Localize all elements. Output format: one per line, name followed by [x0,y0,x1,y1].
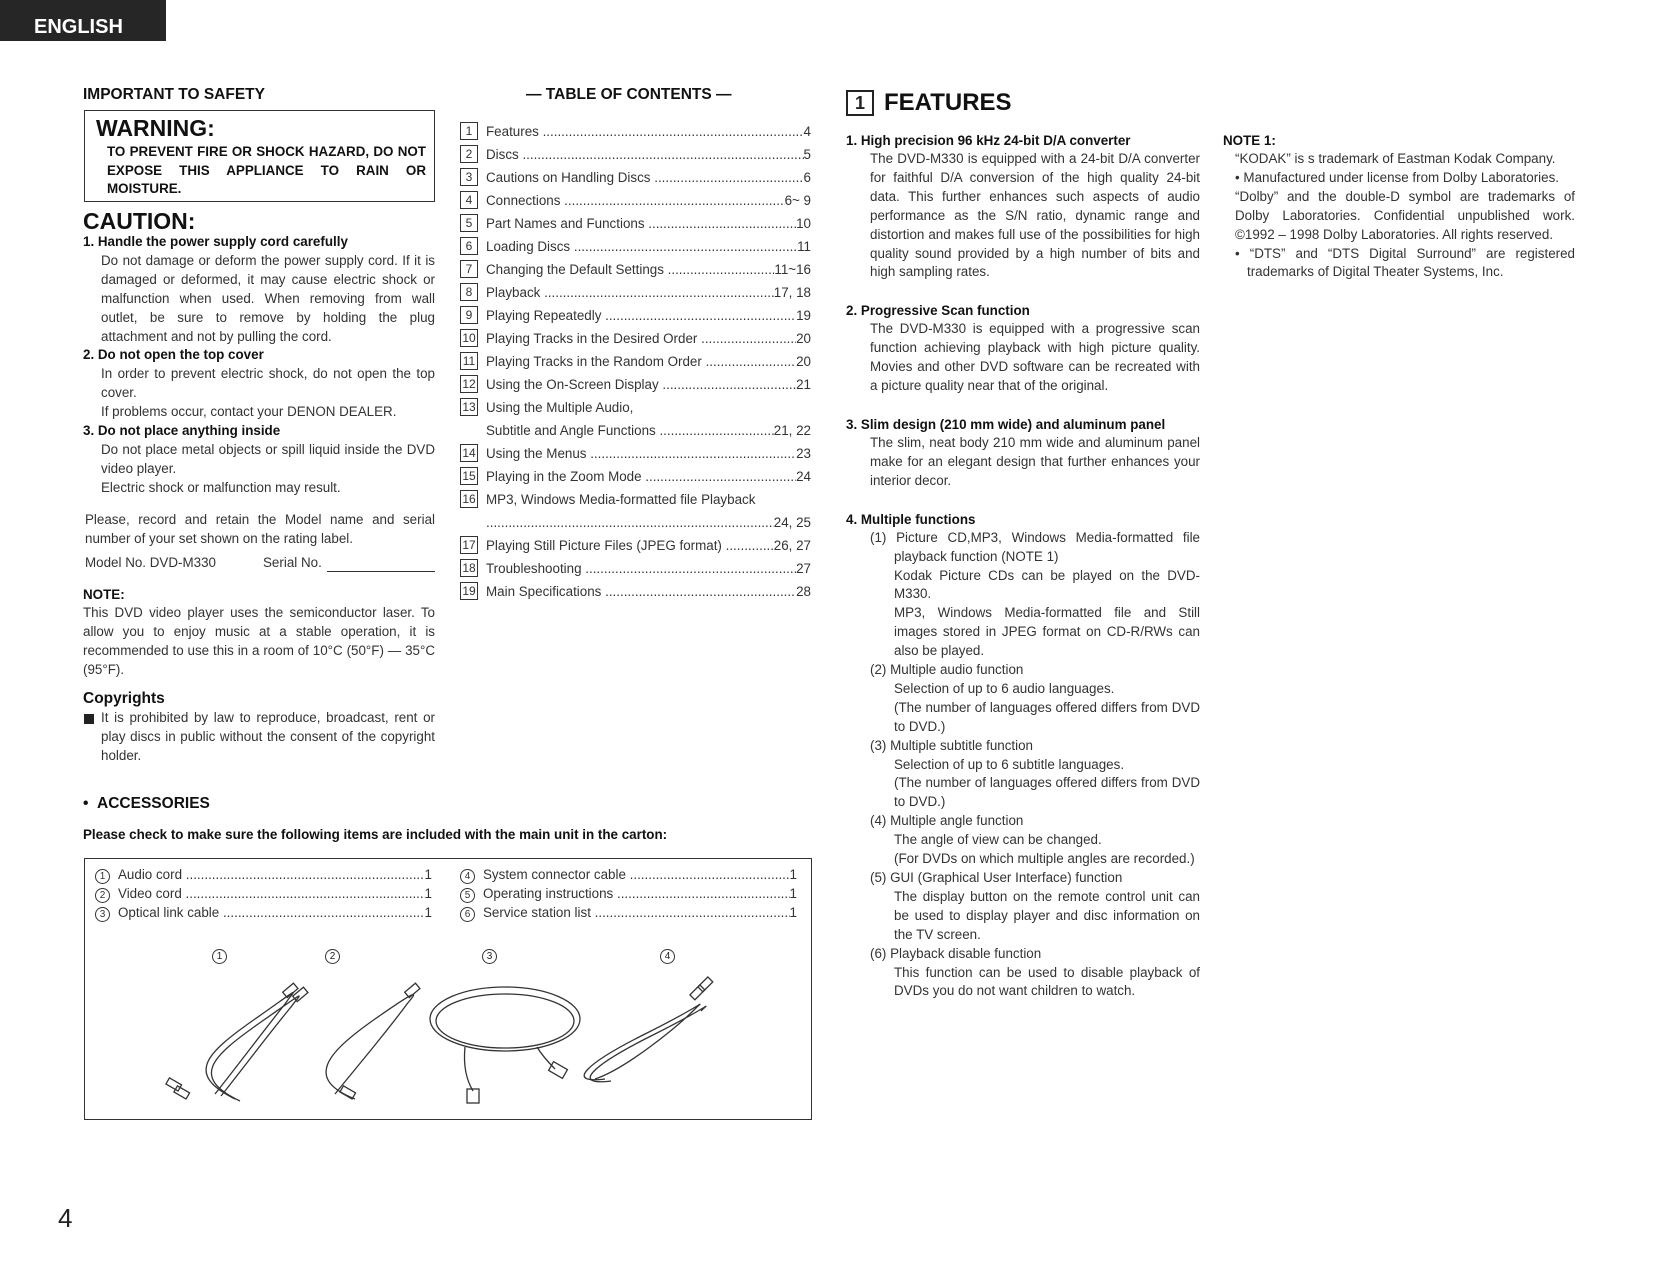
accessory-item [95,886,432,905]
accessory-label: System connector cable ..... [483,867,790,886]
toc-item[interactable] [460,443,811,463]
toc-number: 9 [460,306,478,324]
features-heading: FEATURES [884,89,1012,116]
function-line: The angle of view can be changed. [894,832,1102,848]
toc-page: 20 [796,353,811,369]
toc-number: 14 [460,444,478,462]
note-text: This DVD video player uses the semiconductor laser. To allow you to enjoy music at a stable operation, it is recommended to use this in a room of 10°C (50°F) — 35°C (95°F). [83,605,435,677]
image-label: 1 [212,949,227,964]
toc-number: 11 [460,352,478,370]
toc-item[interactable] [460,190,811,210]
toc-item[interactable] [460,213,811,233]
square-bullet-icon [84,714,94,724]
toc-page: 21 [796,376,811,392]
accessory-number: 6 [460,907,475,922]
caution-item-title: 2. Do not open the top cover [83,347,264,363]
accessory-label: Operating instructions ..... [483,886,790,905]
image-label: 2 [325,949,340,964]
toc-number: 2 [460,145,478,163]
feature-title: 2. Progressive Scan function [846,303,1030,319]
toc-leader [486,515,774,530]
toc-number: 1 [460,122,478,140]
toc-page: 6~ 9 [784,192,811,208]
note1-block [1223,131,1575,282]
feature-item [846,301,1200,396]
toc-label: Using the On-Screen Display ..... [486,377,796,392]
function-line: This function can be used to disable playback of DVDs you do not want children to watch. [894,964,1200,999]
caution-item-body: Do not damage or deform the power supply cord. If it is damaged or deformed, it may cause electric shock or malfunction when used. When removing from wall outlet, be sure to remove by holding the plug attachment and not by pulling the cord. [101,252,435,344]
toc-number: 7 [460,260,478,278]
accessory-qty: 1 [424,905,432,920]
caution-item-title: 3. Do not place anything inside [83,423,281,439]
function-head: (1) Picture CD,MP3, Windows Media-formatted file playback function (NOTE 1) [870,529,1200,564]
function-line: (The number of languages offered differs from DVD to DVD.) [894,699,1200,734]
caution-item [83,346,435,422]
accessories-heading: • ACCESSORIES [83,795,210,812]
safety-heading: IMPORTANT TO SAFETY [83,86,265,103]
note1-title: NOTE 1: [1223,133,1276,148]
toc-page: 10 [796,215,811,231]
function-line: Kodak Picture CDs can be played on the DVD-M330. [894,567,1200,602]
toc-label: Main Specifications ..... [486,584,796,599]
accessory-item [460,905,797,924]
accessory-number: 4 [460,869,475,884]
warning-title: WARNING: [96,115,215,141]
note1-dolby-text: “Dolby” and the double-D symbol are trademarks of Dolby Laboratories. Confidential unpublished work. ©1992 – 1998 Dolby Laboratories. All rights reserved. [1235,188,1575,242]
caution-item [83,422,435,498]
model-label: Model No. DVD-M330 [85,555,216,570]
toc-number: 13 [460,398,478,416]
toc-label: Loading Discs ..... [486,239,797,254]
toc-heading: — TABLE OF CONTENTS — [526,86,732,103]
feature-body: The DVD-M330 is equipped with a progressive scan function achieving playback with high picture quality. Movies and other DVD software can be recreated with a picture quality near that of the original. [870,321,1200,394]
feature-item [846,415,1200,491]
toc-page: 24 [796,468,811,484]
toc-item[interactable] [460,581,811,601]
toc-label: Subtitle and Angle Functions ..... [486,423,774,438]
toc-label: Playing in the Zoom Mode ..... [486,469,796,484]
function-head: (4) Multiple angle function [870,813,1024,829]
toc-number: 18 [460,559,478,577]
note1-dts-bullet: • “DTS” and “DTS Digital Surround” are registered trademarks of Digital Theater Systems, Inc. [1235,245,1575,280]
toc-item[interactable] [460,397,811,417]
accessory-label: Optical link cable ..... [118,905,425,924]
accessories-instruction: Please check to make sure the following items are included with the main unit in the carton: [83,827,668,842]
optical-cable-icon [430,987,580,1103]
accessory-qty: 1 [789,867,797,882]
toc-number: 15 [460,467,478,485]
toc-label: Playback ..... [486,285,774,300]
toc-page: 11 [797,238,811,254]
toc-item[interactable] [460,121,811,141]
accessory-qty: 1 [789,886,797,901]
function-line: The display button on the remote control unit can be used to display player and disc information on the TV screen. [894,888,1200,942]
serial-line [327,571,435,572]
toc-page: 26, 27 [773,537,811,553]
accessory-cables-illustration [145,969,745,1114]
note-title: NOTE: [83,587,125,602]
feature-title: 3. Slim design (210 mm wide) and aluminum panel [846,416,1166,432]
toc-item[interactable] [460,144,811,164]
warning-text: TO PREVENT FIRE OR SHOCK HAZARD, DO NOT EXPOSE THIS APPLIANCE TO RAIN OR MOISTURE. [107,144,426,196]
toc-number: 4 [460,191,478,209]
toc-number: 10 [460,329,478,347]
accessory-number: 3 [95,907,110,922]
toc-page: 23 [796,445,811,461]
toc-label: Connections ..... [486,193,785,208]
accessory-number: 1 [95,869,110,884]
function-line: Selection of up to 6 subtitle languages. [894,756,1125,772]
accessories-box [84,858,812,1120]
accessory-qty: 1 [789,905,797,920]
toc-label: Features ..... [486,124,804,139]
toc-item[interactable] [460,489,811,509]
features-header [846,89,1012,117]
caution-item-body: Do not place metal objects or spill liquid inside the DVD video player. [101,441,435,476]
function-head: (6) Playback disable function [870,945,1042,961]
system-connector-cable-icon [584,977,713,1082]
toc-page: 27 [796,560,811,576]
toc-item[interactable] [460,535,811,555]
note1-dts-bullet-text: “DTS” and “DTS Digital Surround” are registered trademarks of Digital Theater Systems, Inc. [1247,245,1575,280]
toc-item[interactable] [460,558,811,578]
features-number: 1 [846,90,874,116]
toc-label: MP3, Windows Media-formatted file Playback [486,491,756,507]
image-label: 3 [482,949,497,964]
toc-page: 4 [803,123,811,139]
feature-body: The slim, neat body 210 mm wide and aluminum panel make for an elegant design that further enhances your interior decor. [870,434,1200,488]
toc-label: Cautions on Handling Discs ..... [486,170,804,185]
toc-page: 5 [803,146,811,162]
accessory-item [95,905,432,924]
toc-page: 19 [796,307,811,323]
copyrights-title: Copyrights [83,690,165,707]
toc-label: Troubleshooting ..... [486,561,796,576]
toc-item[interactable] [460,282,811,302]
function-head: (3) Multiple subtitle function [870,737,1033,753]
toc-item[interactable] [460,466,811,486]
toc-number: 19 [460,582,478,600]
page-number: 4 [58,1203,73,1233]
multiple-functions-list [846,529,1200,1002]
toc-number: 12 [460,375,478,393]
caution-item [83,233,435,346]
note1-kodak: “KODAK” is s trademark of Eastman Kodak Company. [1235,151,1556,166]
caution-title: CAUTION: [83,208,196,234]
toc-page: 6 [803,169,811,185]
accessory-label: Audio cord ..... [118,867,425,886]
toc-number: 5 [460,214,478,232]
toc-label: Using the Menus ..... [486,446,796,461]
toc-page: 28 [796,583,811,599]
toc-page: 20 [796,330,811,346]
toc-item-cont[interactable] [460,512,811,532]
accessories-heading-text: ACCESSORIES [97,795,210,812]
toc-number: 3 [460,168,478,186]
toc-item-cont[interactable] [460,420,811,440]
accessory-label: Service station list ..... [483,905,790,924]
toc-item[interactable] [460,305,811,325]
toc-number: 8 [460,283,478,301]
accessory-qty: 1 [424,886,432,901]
toc-page: 24, 25 [773,514,811,530]
function-line: (The number of languages offered differs from DVD to DVD.) [894,775,1200,810]
toc-label: Discs ..... [486,147,804,162]
toc-label: Playing Repeatedly ..... [486,308,796,323]
note1-dolby-bullet: • Manufactured under license from Dolby Laboratories. [1235,169,1560,185]
toc-item[interactable] [460,236,811,256]
warning-box [84,110,435,202]
toc-item[interactable] [460,351,811,371]
language-tab: ENGLISH [0,0,166,41]
toc-item[interactable] [460,259,811,279]
toc-item[interactable] [460,328,811,348]
function-head: (5) GUI (Graphical User Interface) function [870,870,1123,885]
accessory-item [460,867,797,886]
function-head: (2) Multiple audio function [870,662,1024,678]
toc-label: Playing Tracks in the Random Order ..... [486,354,796,369]
toc-item[interactable] [460,167,811,187]
toc-page: 11~16 [774,261,811,277]
caution-item-body: In order to prevent electric shock, do not open the top cover. [101,366,435,401]
feature-title: 4. Multiple functions [846,511,976,527]
caution-item-body: Electric shock or malfunction may result. [101,479,341,495]
toc-label: Part Names and Functions ..... [486,216,796,231]
toc-label: Using the Multiple Audio, [486,399,634,415]
copyrights-text: It is prohibited by law to reproduce, broadcast, rent or play discs in public without the consent of the copyright holder. [101,710,435,763]
feature-body: The DVD-M330 is equipped with a 24-bit D/A converter for faithful D/A conversion of the high quality 24-bit data. This further enhances such aspects of audio performance as the S/N ratio, dynamic range and distortion and makes full use of the possibilities for high quality sound provided by a high number of bits and high sampling rates. [870,151,1200,280]
accessory-item [95,867,432,886]
caution-item-title: 1. Handle the power supply cord carefully [83,234,348,249]
toc-page: 21, 22 [773,422,811,438]
toc-label: Playing Still Picture Files (JPEG format) ..... [486,538,774,553]
toc-number: 16 [460,490,478,508]
serial-label: Serial No. [263,555,322,570]
accessory-qty: 1 [424,867,432,882]
note1-dolby-bullet-text: Manufactured under license from Dolby Laboratories. [1243,169,1560,185]
toc-number: 17 [460,536,478,554]
toc-label: Playing Tracks in the Desired Order ..... [486,331,796,346]
function-line: (For DVDs on which multiple angles are recorded.) [894,851,1195,867]
accessory-item [460,886,797,905]
function-line: Selection of up to 6 audio languages. [894,680,1115,696]
audio-cord-icon [166,983,308,1101]
toc-page: 17, 18 [773,284,811,300]
toc-label: Changing the Default Settings ..... [486,262,774,277]
accessory-number: 5 [460,888,475,903]
feature-title: 1. High precision 96 kHz 24-bit D/A converter [846,133,1131,148]
toc-number: 6 [460,237,478,255]
toc-item[interactable] [460,374,811,394]
function-line: MP3, Windows Media-formatted file and Still images stored in JPEG format on CD-R/RWs can also be played. [894,605,1200,659]
caution-item-body: If problems occur, contact your DENON DEALER. [101,404,397,420]
image-label: 4 [660,949,675,964]
feature-item [846,131,1200,282]
accessory-label: Video cord ..... [118,886,425,905]
features-list [846,131,1200,1001]
feature-item [846,510,1200,1002]
accessory-number: 2 [95,888,110,903]
record-text: Please, record and retain the Model name and serial number of your set shown on the rating label. [85,512,435,546]
caution-list [83,233,435,498]
video-cord-icon [326,983,420,1099]
